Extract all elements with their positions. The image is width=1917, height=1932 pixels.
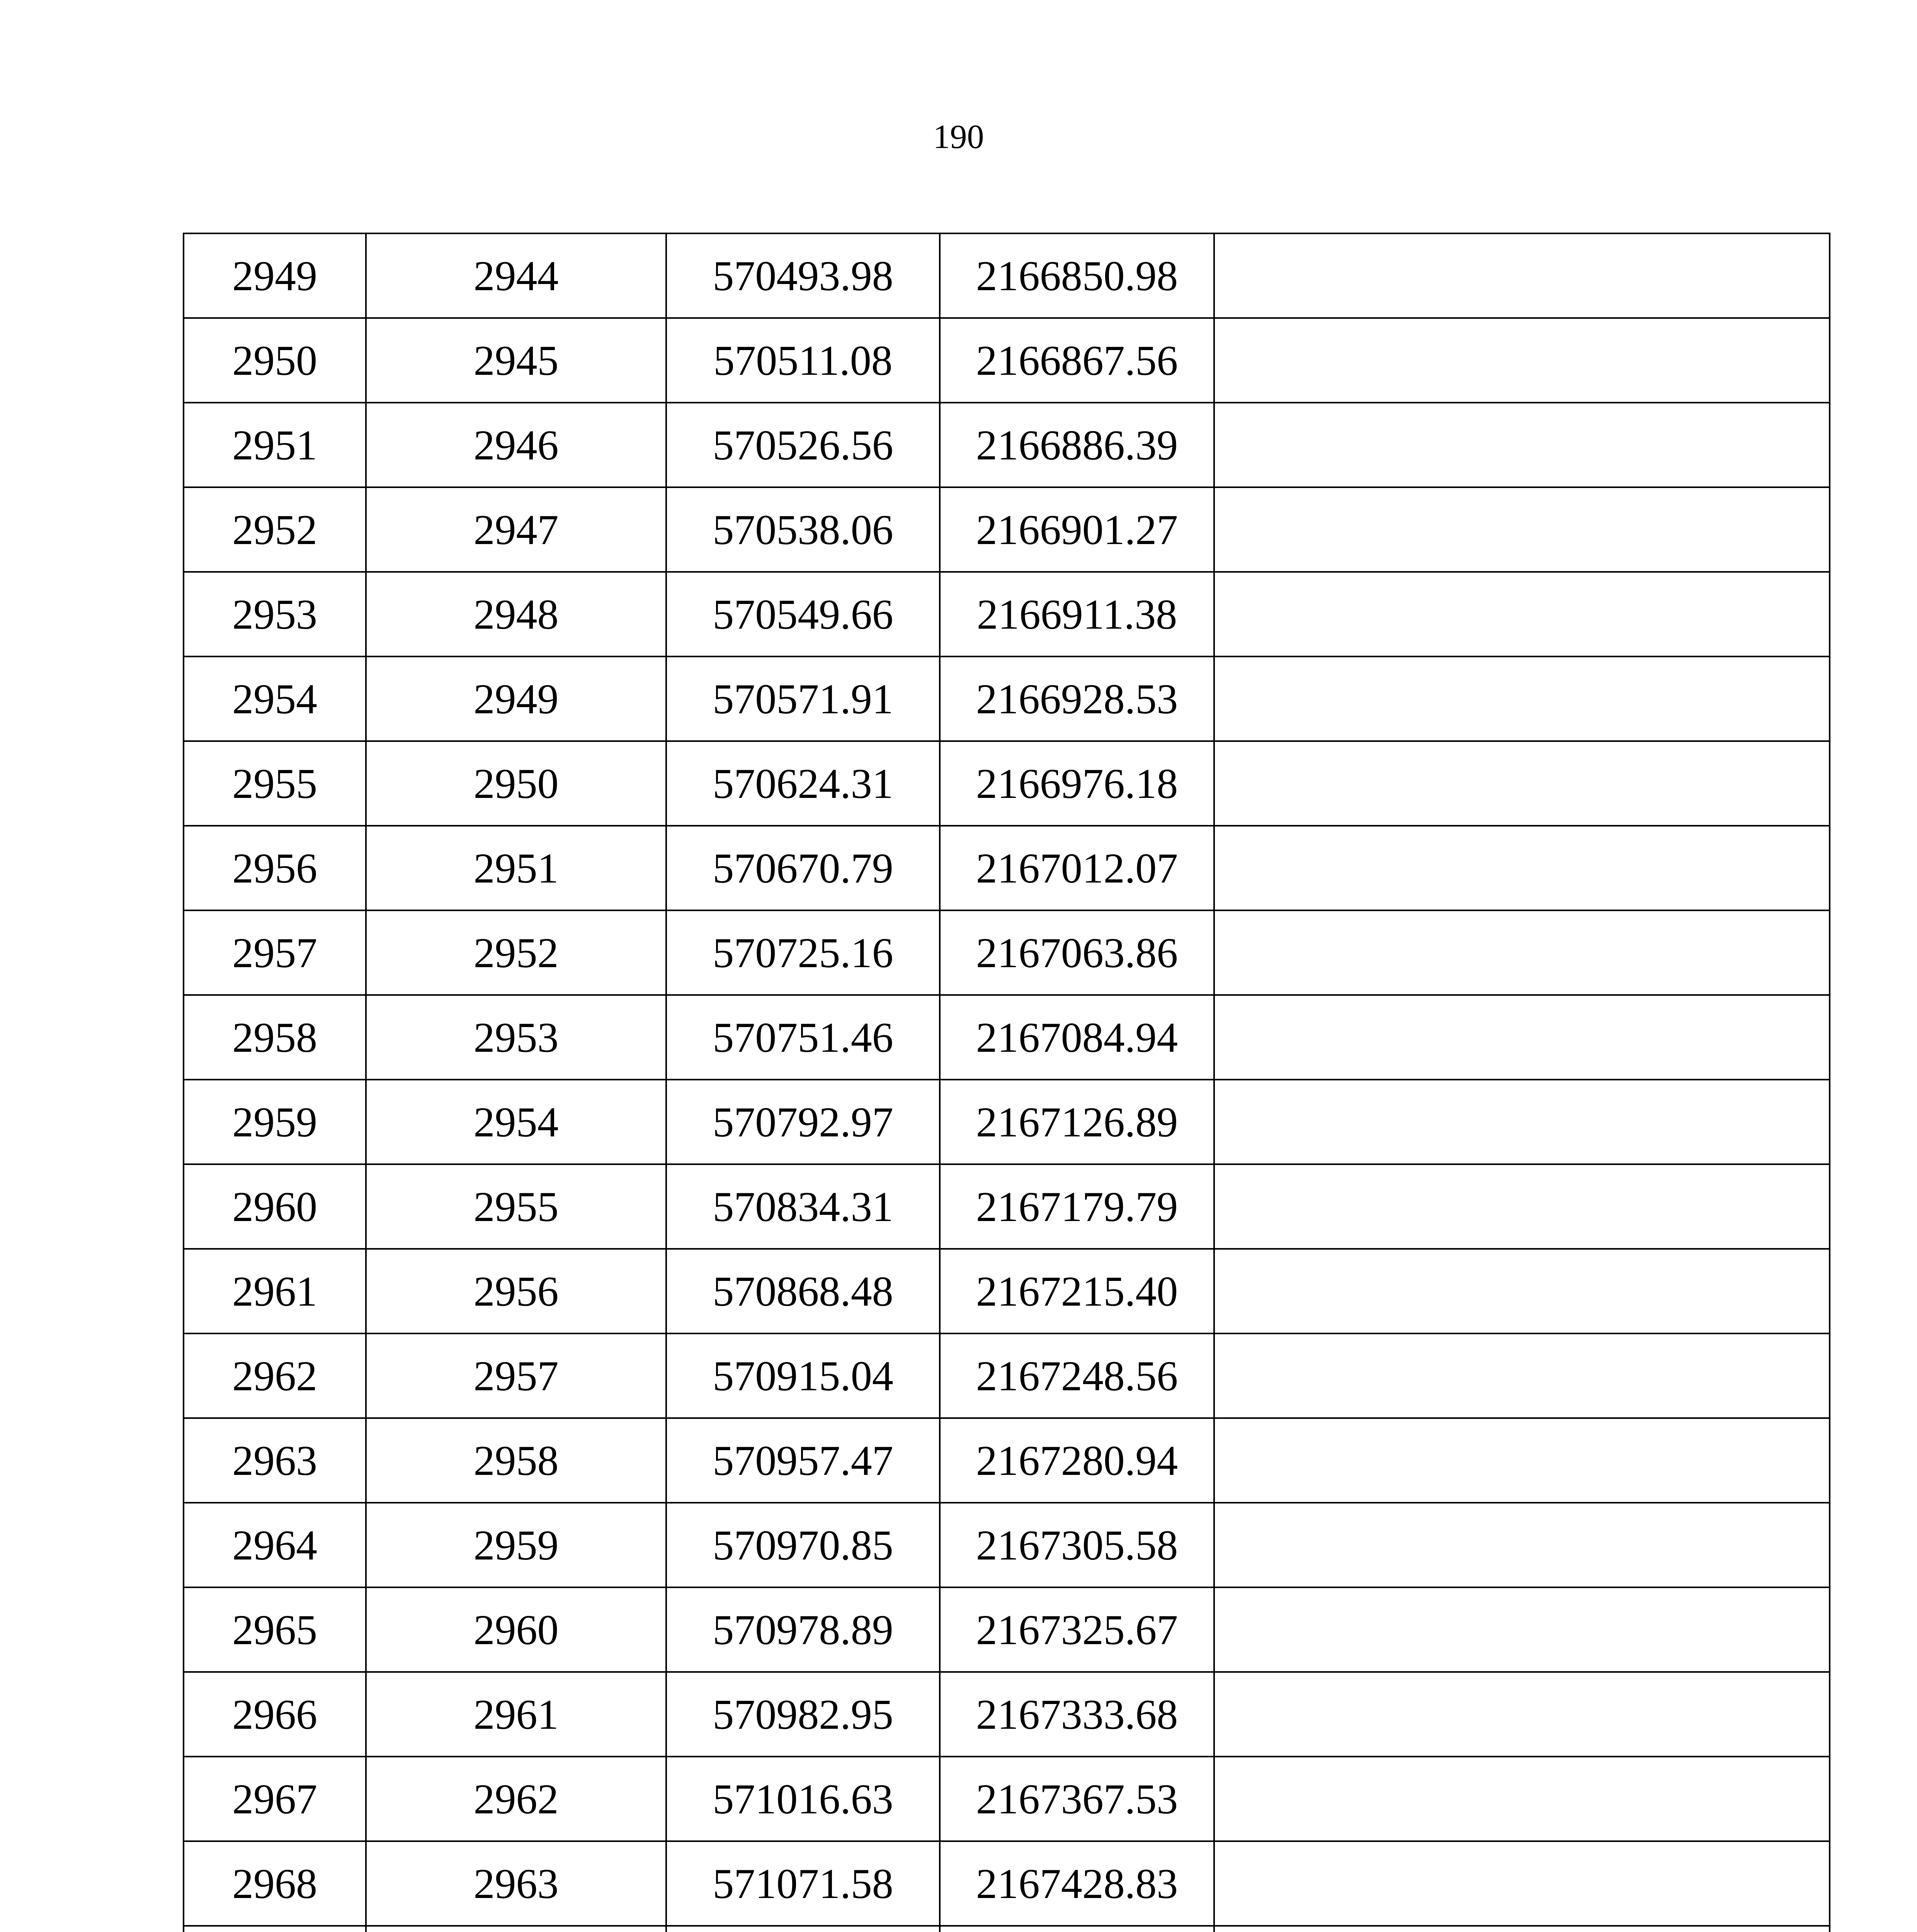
cell-point-index: 2949 bbox=[184, 233, 366, 318]
table-row bbox=[184, 572, 1830, 656]
cell-point-id: 2955 bbox=[366, 1164, 666, 1249]
table-row bbox=[184, 1333, 1830, 1418]
cell-point-id: 2946 bbox=[366, 403, 666, 487]
cell-x-coordinate: 570751.46 bbox=[666, 995, 940, 1080]
table-row bbox=[184, 1249, 1830, 1333]
cell-x-coordinate: 570792.97 bbox=[666, 1080, 940, 1164]
table-row bbox=[184, 1503, 1830, 1587]
cell-y-coordinate: 2167063.86 bbox=[940, 910, 1214, 995]
cell-x-coordinate: 570970.85 bbox=[666, 1503, 940, 1587]
cell-point-id: 2949 bbox=[366, 656, 666, 741]
coordinate-table bbox=[183, 233, 1830, 1932]
cell-y-coordinate: 2167325.67 bbox=[940, 1587, 1214, 1672]
cell-x-coordinate: 570624.31 bbox=[666, 741, 940, 826]
cell-y-coordinate: 2167428.83 bbox=[940, 1841, 1214, 1926]
cell-y-coordinate: 2166928.53 bbox=[940, 656, 1214, 741]
cell-y-coordinate: 2166901.27 bbox=[940, 487, 1214, 572]
cell-note bbox=[1214, 1757, 1830, 1841]
cell-note bbox=[1214, 1164, 1830, 1249]
cell-point-index: 2959 bbox=[184, 1080, 366, 1164]
cell-point-index: 2967 bbox=[184, 1757, 366, 1841]
cell-point-index: 2960 bbox=[184, 1164, 366, 1249]
cell-point-index: 2958 bbox=[184, 995, 366, 1080]
cell-y-coordinate: 2166850.98 bbox=[940, 233, 1214, 318]
cell-point-index: 2961 bbox=[184, 1249, 366, 1333]
table-row bbox=[184, 826, 1830, 910]
cell-y-coordinate: 2166976.18 bbox=[940, 741, 1214, 826]
cell-point-id: 2957 bbox=[366, 1333, 666, 1418]
cell-point-index: 2965 bbox=[184, 1587, 366, 1672]
cell-x-coordinate: 570511.08 bbox=[666, 318, 940, 403]
cell-point-id: 2947 bbox=[366, 487, 666, 572]
cell-y-coordinate: 2167012.07 bbox=[940, 826, 1214, 910]
table-row bbox=[184, 318, 1830, 403]
cell-point-id: 2958 bbox=[366, 1418, 666, 1503]
table-row bbox=[184, 1757, 1830, 1841]
cell-x-coordinate: 570571.91 bbox=[666, 656, 940, 741]
cell-note bbox=[1214, 487, 1830, 572]
cell-y-coordinate bbox=[940, 1926, 1214, 1932]
table-row bbox=[184, 910, 1830, 995]
cell-x-coordinate: 570549.66 bbox=[666, 572, 940, 656]
cell-y-coordinate: 2167179.79 bbox=[940, 1164, 1214, 1249]
cell-y-coordinate: 2167248.56 bbox=[940, 1333, 1214, 1418]
cell-note bbox=[1214, 318, 1830, 403]
cell-point-id: 2945 bbox=[366, 318, 666, 403]
cell-note bbox=[1214, 910, 1830, 995]
cell-point-index: 2957 bbox=[184, 910, 366, 995]
table-row bbox=[184, 1672, 1830, 1757]
cell-y-coordinate: 2167280.94 bbox=[940, 1418, 1214, 1503]
cell-point-id: 2950 bbox=[366, 741, 666, 826]
cell-point-id: 2944 bbox=[366, 233, 666, 318]
table-row bbox=[184, 1841, 1830, 1926]
cell-point-index: 2953 bbox=[184, 572, 366, 656]
cell-point-id: 2963 bbox=[366, 1841, 666, 1926]
cell-x-coordinate: 570526.56 bbox=[666, 403, 940, 487]
cell-point-index: 2952 bbox=[184, 487, 366, 572]
cell-note bbox=[1214, 1587, 1830, 1672]
cell-note bbox=[1214, 1841, 1830, 1926]
cell-x-coordinate: 570957.47 bbox=[666, 1418, 940, 1503]
cell-point-id: 2961 bbox=[366, 1672, 666, 1757]
cell-x-coordinate: 570670.79 bbox=[666, 826, 940, 910]
cell-point-id: 2962 bbox=[366, 1757, 666, 1841]
cell-x-coordinate: 571016.63 bbox=[666, 1757, 940, 1841]
cell-note bbox=[1214, 1926, 1830, 1932]
cell-point-id: 2954 bbox=[366, 1080, 666, 1164]
table-row bbox=[184, 1418, 1830, 1503]
cell-note bbox=[1214, 656, 1830, 741]
cell-note bbox=[1214, 1503, 1830, 1587]
cell-x-coordinate: 570834.31 bbox=[666, 1164, 940, 1249]
cell-note bbox=[1214, 1333, 1830, 1418]
cell-y-coordinate: 2166911.38 bbox=[940, 572, 1214, 656]
cell-note bbox=[1214, 1080, 1830, 1164]
cell-point-id: 2951 bbox=[366, 826, 666, 910]
cell-note bbox=[1214, 233, 1830, 318]
cell-x-coordinate: 570868.48 bbox=[666, 1249, 940, 1333]
cell-x-coordinate: 570915.04 bbox=[666, 1333, 940, 1418]
cell-point-index: 2951 bbox=[184, 403, 366, 487]
cell-point-index: 2968 bbox=[184, 1841, 366, 1926]
cell-point-index: 2955 bbox=[184, 741, 366, 826]
table-body bbox=[184, 233, 1830, 1932]
table-row bbox=[184, 1080, 1830, 1164]
cell-point-id: 2959 bbox=[366, 1503, 666, 1587]
cell-x-coordinate bbox=[666, 1926, 940, 1932]
cell-y-coordinate: 2167305.58 bbox=[940, 1503, 1214, 1587]
cell-note bbox=[1214, 1249, 1830, 1333]
cell-note bbox=[1214, 403, 1830, 487]
table-row bbox=[184, 403, 1830, 487]
cell-x-coordinate: 570978.89 bbox=[666, 1587, 940, 1672]
cell-note bbox=[1214, 1672, 1830, 1757]
table-row bbox=[184, 656, 1830, 741]
cell-y-coordinate: 2166867.56 bbox=[940, 318, 1214, 403]
cell-x-coordinate: 571071.58 bbox=[666, 1841, 940, 1926]
cell-x-coordinate: 570725.16 bbox=[666, 910, 940, 995]
cell-note bbox=[1214, 741, 1830, 826]
table-row bbox=[184, 1164, 1830, 1249]
cell-y-coordinate: 2167126.89 bbox=[940, 1080, 1214, 1164]
cell-y-coordinate: 2167215.40 bbox=[940, 1249, 1214, 1333]
cell-point-id: 2960 bbox=[366, 1587, 666, 1672]
cell-point-index: 2963 bbox=[184, 1418, 366, 1503]
cell-y-coordinate: 2167084.94 bbox=[940, 995, 1214, 1080]
cell-point-id bbox=[366, 1926, 666, 1932]
cell-x-coordinate: 570493.98 bbox=[666, 233, 940, 318]
cell-point-index: 2966 bbox=[184, 1672, 366, 1757]
cell-point-id: 2956 bbox=[366, 1249, 666, 1333]
cell-point-id: 2953 bbox=[366, 995, 666, 1080]
table-row bbox=[184, 995, 1830, 1080]
cell-point-id: 2952 bbox=[366, 910, 666, 995]
cell-point-index: 2950 bbox=[184, 318, 366, 403]
cell-point-index: 2956 bbox=[184, 826, 366, 910]
table-row bbox=[184, 741, 1830, 826]
cell-y-coordinate: 2166886.39 bbox=[940, 403, 1214, 487]
cell-x-coordinate: 570538.06 bbox=[666, 487, 940, 572]
cell-point-index bbox=[184, 1926, 366, 1932]
table-row bbox=[184, 1926, 1830, 1932]
cell-point-index: 2954 bbox=[184, 656, 366, 741]
cell-point-id: 2948 bbox=[366, 572, 666, 656]
cell-note bbox=[1214, 995, 1830, 1080]
table-row bbox=[184, 233, 1830, 318]
page-number: 190 bbox=[933, 118, 984, 156]
cell-x-coordinate: 570982.95 bbox=[666, 1672, 940, 1757]
cell-note bbox=[1214, 826, 1830, 910]
cell-y-coordinate: 2167333.68 bbox=[940, 1672, 1214, 1757]
cell-note bbox=[1214, 572, 1830, 656]
cell-point-index: 2962 bbox=[184, 1333, 366, 1418]
cell-note bbox=[1214, 1418, 1830, 1503]
cell-y-coordinate: 2167367.53 bbox=[940, 1757, 1214, 1841]
table-row bbox=[184, 1587, 1830, 1672]
cell-point-index: 2964 bbox=[184, 1503, 366, 1587]
table-row bbox=[184, 487, 1830, 572]
